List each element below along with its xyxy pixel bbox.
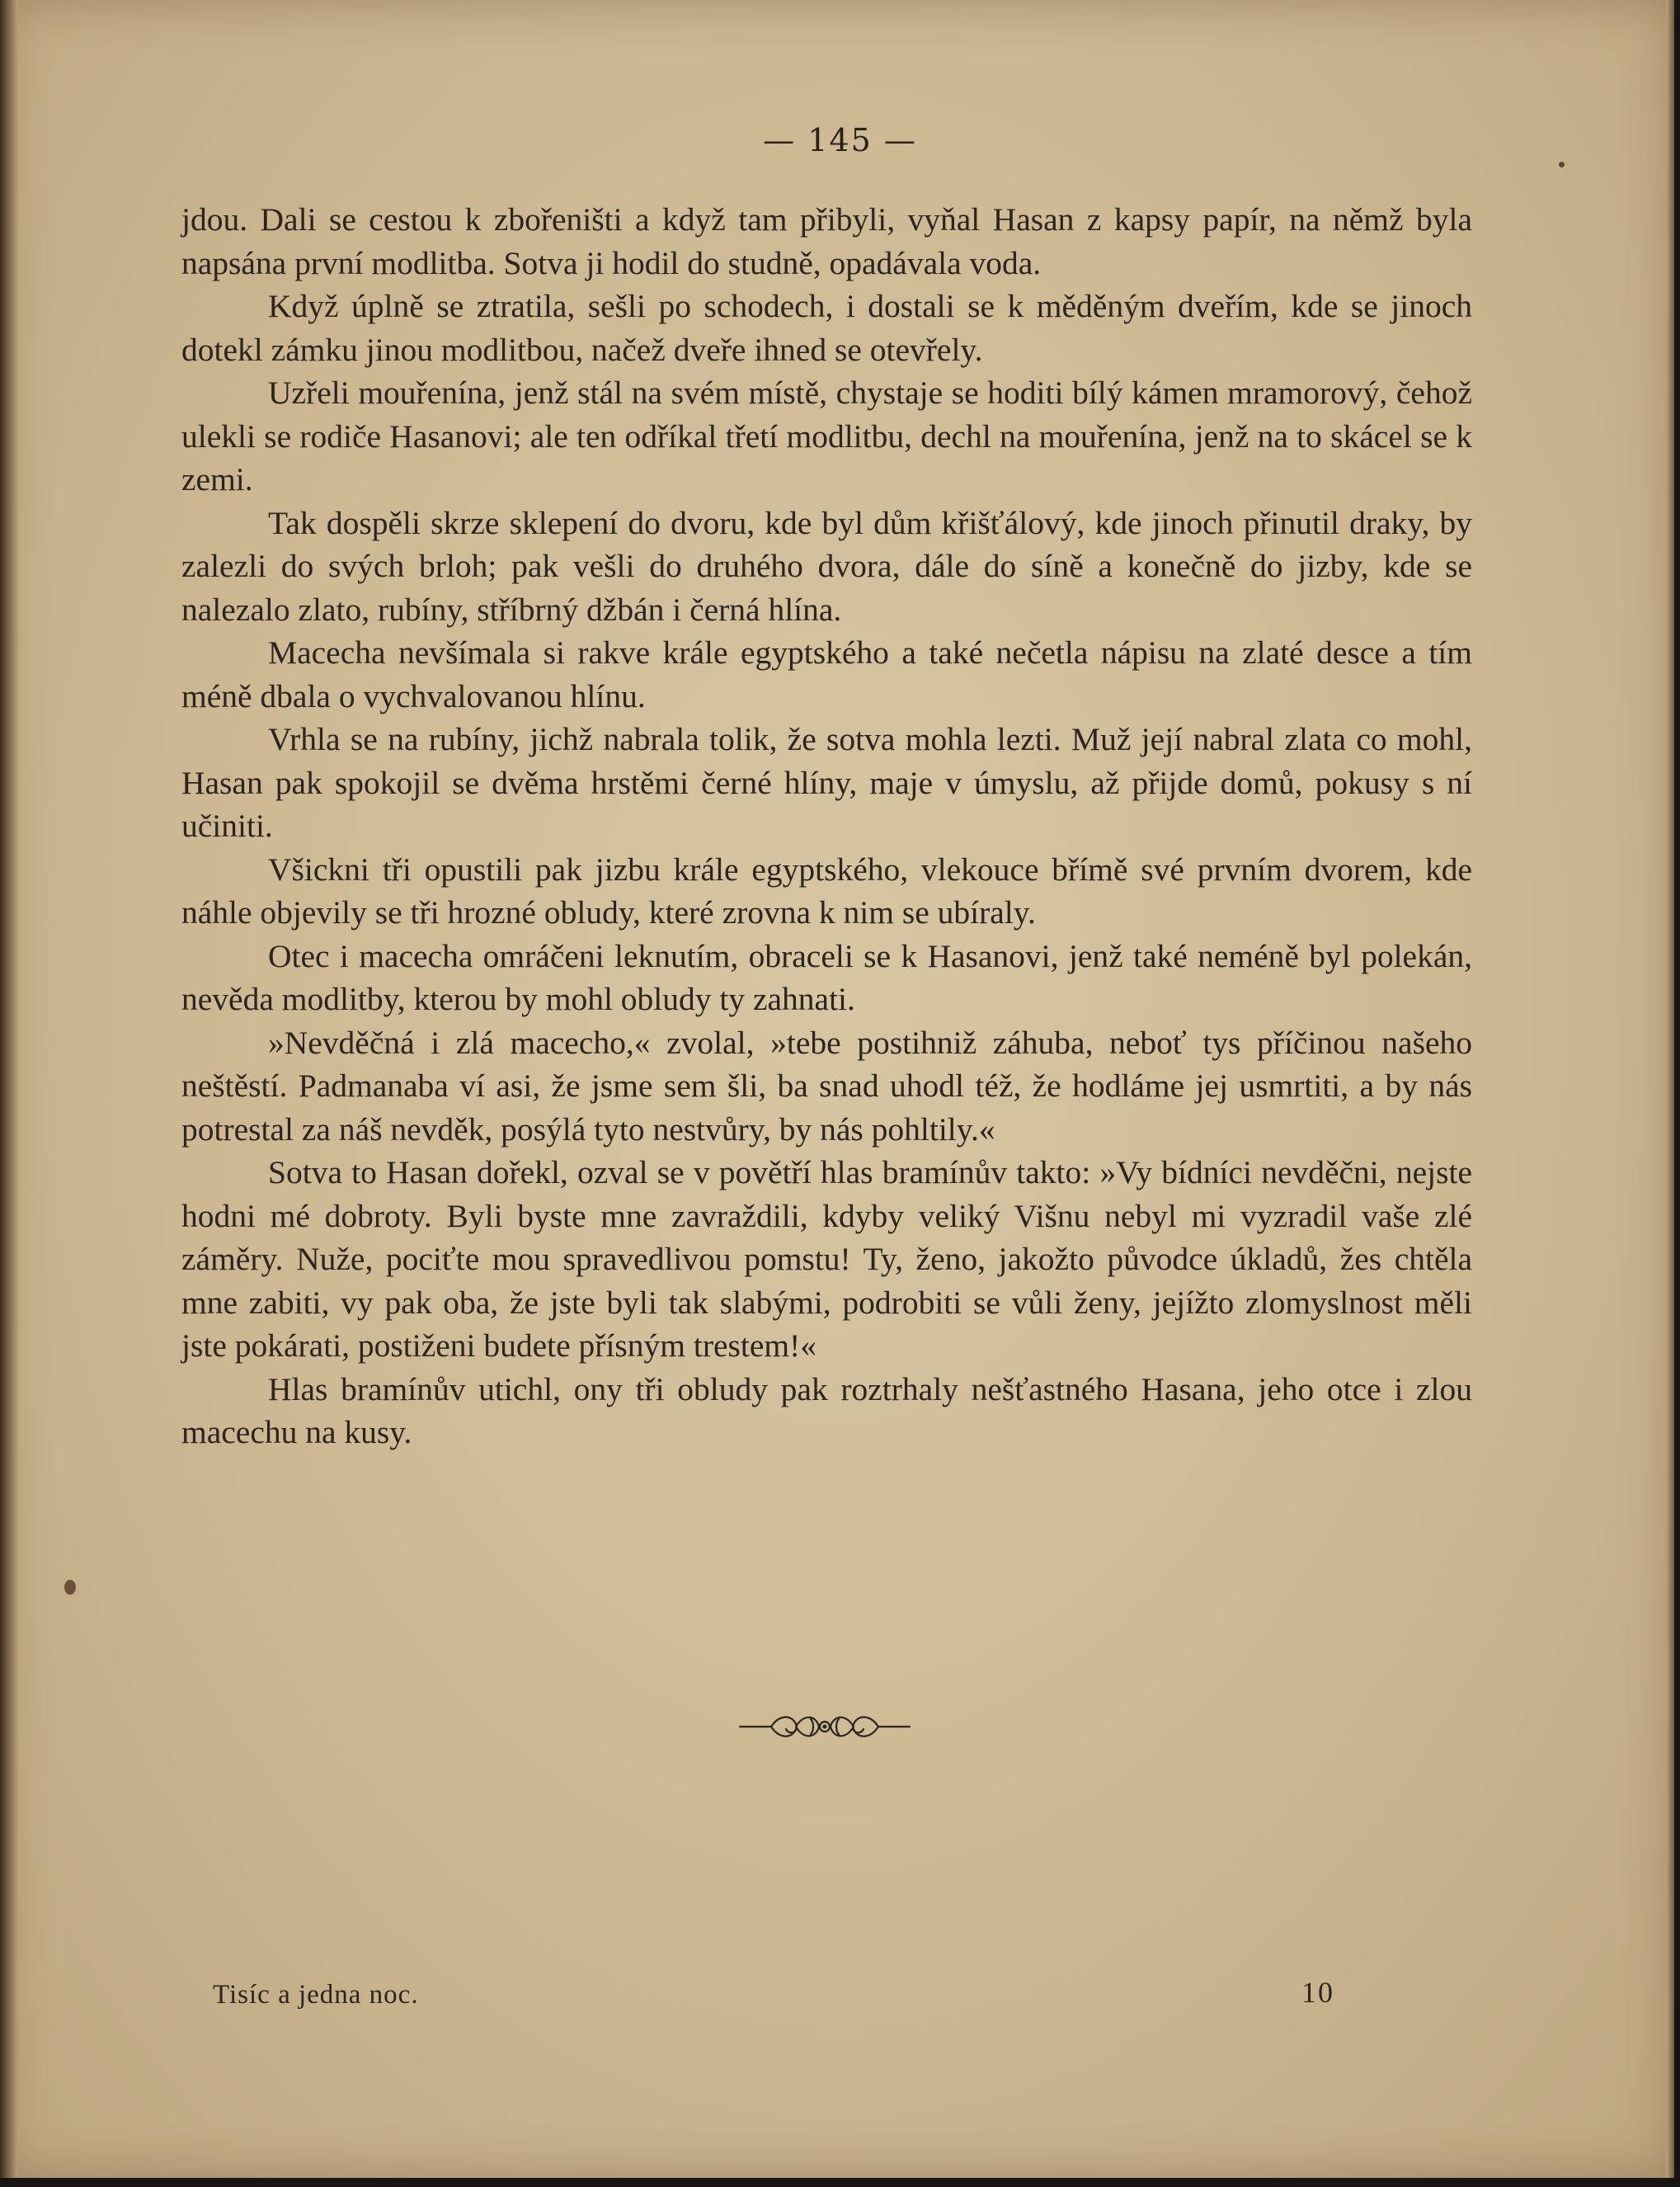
paragraph: jdou. Dali se cestou k zbořeništi a když tam přibyli, vyňal Hasan z kapsy papír, na němž byla napsána první modlitba. Sotva ji hodil do studně, opadávala voda. bbox=[181, 201, 1472, 281]
footer-signature-mark: 10 bbox=[1301, 1976, 1334, 2009]
paragraph: Vrhla se na rubíny, jichž nabrala tolik, že sotva mohla lezti. Muž její nabral zlata co mohl, Hasan pak spokojil se dvěma hrstěmi černé hlíny, maje v úmyslu, až přijde domů, pokusy s ní učiniti. bbox=[181, 721, 1472, 844]
page-number: — 145 — bbox=[763, 122, 917, 158]
ornament-icon bbox=[738, 1708, 911, 1746]
paragraph: »Nevděčná i zlá macecho,« zvolal, »tebe postihniž záhuba, neboť tys příčinou našeho neštěstí. Padmanaba ví asi, že jsme sem šli, ba snad uhodl též, že hodláme jej usmrtiti, a by nás potrestal za náš nevděk, posýlá tyto nestvůry, by nás pohltily.« bbox=[181, 1024, 1472, 1148]
paper-speck bbox=[64, 1580, 76, 1595]
paragraph: Tak dospěli skrze sklepení do dvoru, kde byl dům křišťálový, kde jinoch přinutil draky, by zalezli do svých brloh; pak vešli do druhého dvora, dále do síně a konečně do jizby, kde se nalezalo zlato, rubíny, stříbrný džbán i černá hlína. bbox=[181, 504, 1472, 628]
page-text bbox=[181, 198, 1472, 1454]
paragraph: Sotva to Hasan dořekl, ozval se v povětří hlas bramínův takto: »Vy bídníci nevděčni, nejste hodni mé dobroty. Byli byste mne zavraždili, kdyby veliký Višnu nebyl mi vyzradil vaše zlé záměry. Nuže, pociťte mou spravedlivou pomstu! Ty, ženo, jakožto původce úkladů, žes chtěla mne zabiti, vy pak oba, že jste byli tak slabými, podrobiti se vůli ženy, jejížto zlomyslnost měli jste pokárati, postiženi budete přísným trestem!« bbox=[181, 1154, 1472, 1364]
paragraph: Všickni tři opustili pak jizbu krále egyptského, vlekouce břímě své prvním dvorem, kde náhle objevily se tři hrozné obludy, které zrovna k nim se ubíraly. bbox=[181, 851, 1472, 931]
paragraph: Otec i macecha omráčeni leknutím, obraceli se k Hasanovi, jenž také neméně byl polekán, nevěda modlitby, kterou by mohl obludy ty zahnati. bbox=[181, 937, 1472, 1017]
paragraph: Když úplně se ztratila, sešli po schodech, i dostali se k měděným dveřím, kde se jinoch dotekl zámku jinou modlitbou, načež dveře ihned se otevřely. bbox=[181, 288, 1472, 368]
page-right-edge bbox=[1666, 0, 1674, 2178]
paper-speck bbox=[1559, 162, 1565, 167]
footer-book-title: Tisíc a jedna noc. bbox=[213, 1980, 419, 2010]
paragraph: Macecha nevšímala si rakve krále egyptského a také nečetla nápisu na zlaté desce a tím méně dbala o vychvalovanou hlínu. bbox=[181, 634, 1472, 714]
page-binding-edge bbox=[0, 0, 18, 2178]
paragraph: Hlas bramínův utichl, ony tři obludy pak roztrhaly nešťastného Hasana, jeho otce i zlou macechu na kusy. bbox=[181, 1370, 1472, 1450]
paragraph: Uzřeli mouřenína, jenž stál na svém místě, chystaje se hoditi bílý kámen mramorový, čehož ulekli se rodiče Hasanovi; ale ten odříkal třetí modlitbu, dechl na mouřenína, jenž na to skácel se k zemi. bbox=[181, 375, 1472, 497]
